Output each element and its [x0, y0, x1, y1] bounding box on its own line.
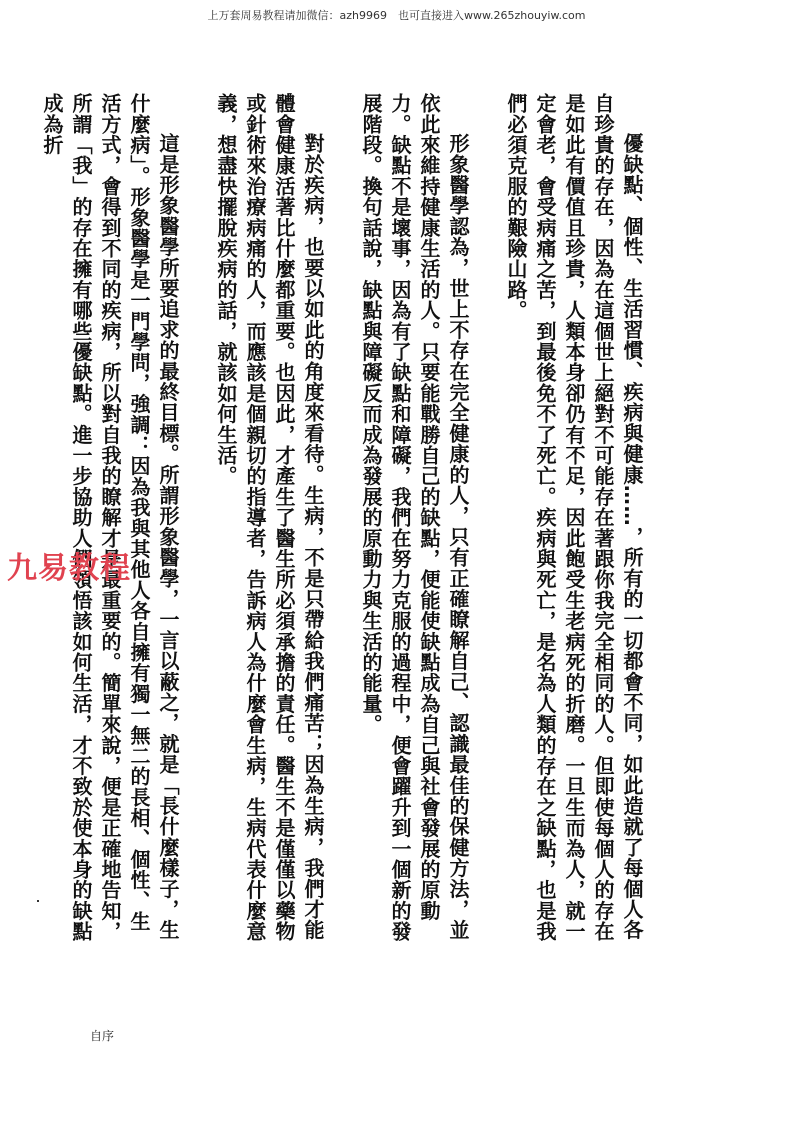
- top-banner: 上万套周易教程请加微信：azh9969 也可直接进入www.265zhouyiw.com: [207, 9, 586, 22]
- watermark-logo: 九易教程: [7, 551, 131, 586]
- scan-speck: [37, 900, 39, 902]
- paragraph-1: 優缺點、個性、生活習慣、疾病與健康……，所有的一切都會不同，如此造就了每個人各自珍貴的存在，因為在這個世上絕對不可能存在著跟你我完全相同的人。但即使每個人的存在是如此有價值且珍貴，人類本身卻仍有不足，因此飽受生老病死的折磨。一旦生而為人，就一定會老，會受病痛之苦，到最後免不了死亡。疾病與死亡，是名為人類的存在之缺點，也是我們必須克服的艱險山路。: [504, 93, 644, 942]
- page-footer-label: 自序: [90, 1029, 115, 1043]
- vertical-text-body: [37, 93, 646, 943]
- paragraph-4: 這是形象醫學所要追求的最終目標。所謂形象醫學，一言以蔽之，就是「長什麼樣子，生什麼病」。形象醫學是一門學問，強調：因為我與其他人各自擁有獨一無二的長相、個性、生活方式，會得到不同的疾病，所以對自我的瞭解才是最重要的。簡單來說，便是正確地告知，所謂「我」的存在擁有哪些優缺點。進一步協助人們領悟該如何生活，才不致於使本身的缺點成為折: [40, 93, 180, 942]
- paragraph-2: 形象醫學認為，世上不存在完全健康的人，只有正確瞭解自己、認識最佳的保健方法，並依此來維持健康生活的人。只要能戰勝自己的缺點，便能使缺點成為自己與社會發展的原動力。缺點不是壞事，因為有了缺點和障礙，我們在努力克服的過程中，便會躍升到一個新的發展階段。換句話說，缺點與障礙反而成為發展的原動力與生活的能量。: [359, 93, 470, 942]
- paragraph-3: 對於疾病，也要以如此的角度來看待。生病，不是只帶給我們痛苦；因為生病，我們才能體會健康活著比什麼都重要。也因此，才產生了醫生所必須承擔的責任。醫生不是僅僅以藥物或針術來治療病痛的人，而應該是個親切的指導者，告訴病人為什麼會生病，生病代表什麼意義，想盡快擺脫疾病的話，就該如何生活。: [214, 93, 325, 942]
